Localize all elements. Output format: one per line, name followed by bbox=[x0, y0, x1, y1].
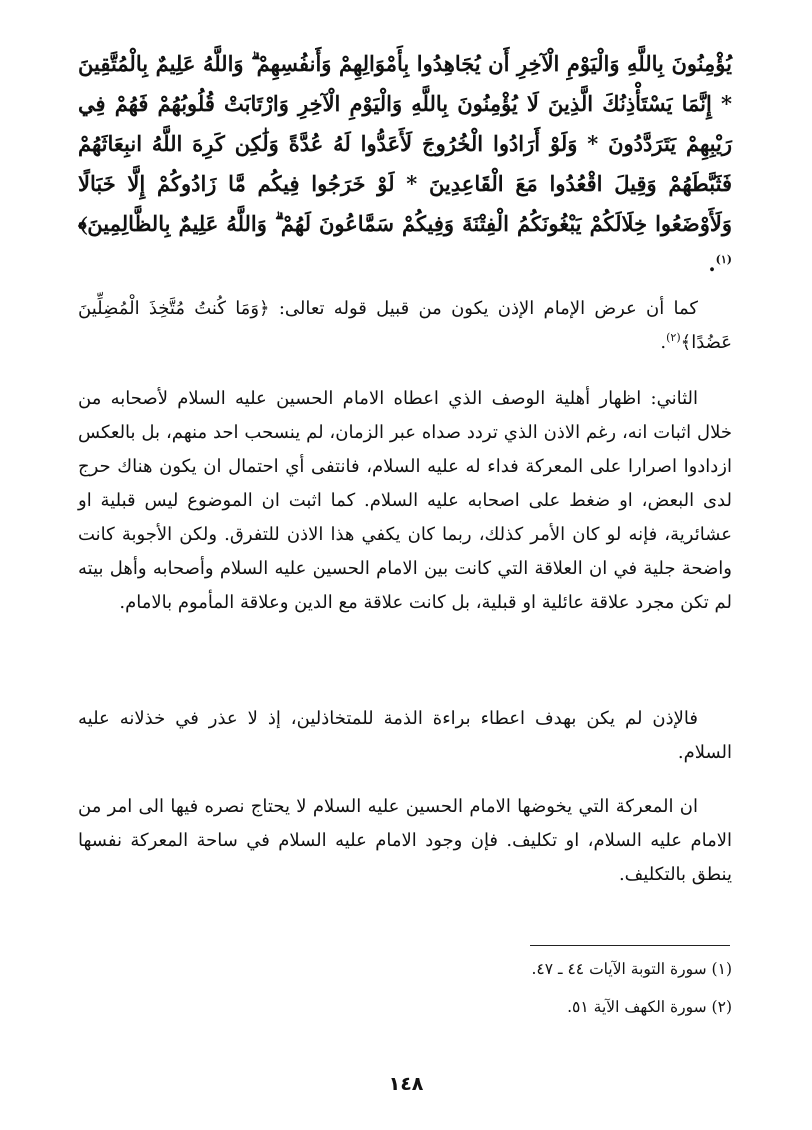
paragraph-4-text: ان المعركة التي يخوضها الامام الحسين عليه السلام لا يحتاج نصره فيها الى امر من الامام عليه السلام، او تكليف. فإن وجود الامام عليه السلام في ساحة المعركة نفسها ينطق بالتكليف. bbox=[78, 796, 732, 885]
paragraph-2-text: الثاني: اظهار أهلية الوصف الذي اعطاه الامام الحسين عليه السلام لأصحابه من خلال اثبات انه، رغم الاذن الذي تردد صداه عبر الزمان، لم ينسحب احد منهم، بل بالعكس ازدادوا اصرارا على المعركة فداء له عليه السلام، فانتفى أي احتمال ان يكون هناك حرج لدى البعض، او ضغط على اصحابه عليه السلام. كما اثبت ان الموضوع ليس قبلية او عشائرية، فإنه لو كان الأمر كذلك، ربما كان يكفي هذا الاذن للتفرق. ولكن الأجوبة كانت واضحة جلية في ان العلاقة التي كانت بين الامام الحسين عليه السلام وأصحابه وأهل بيته لم تكن مجرد علاقة عائلية او قبلية، بل كانت علاقة مع الدين وعلاقة المأموم بالامام. bbox=[78, 388, 732, 613]
paragraph-2 bbox=[78, 382, 732, 620]
page-number: ١٤٨ bbox=[388, 1073, 424, 1095]
paragraph-1-text: كما أن عرض الإمام الإذن يكون من قبيل قوله تعالى: ﴿وَمَا كُنتُ مُتَّخِذَ الْمُضِلِّينَ عَضُدًا﴾ bbox=[78, 298, 732, 353]
paragraph-1 bbox=[78, 292, 732, 360]
footnote-1: (١) سورة التوبة الآيات ٤٤ ـ ٤٧. bbox=[531, 960, 732, 978]
footnote-separator bbox=[530, 945, 730, 946]
quran-verses-text: يُؤْمِنُونَ بِاللَّهِ وَالْيَوْمِ الْآخِرِ أَن يُجَاهِدُوا بِأَمْوَالِهِمْ وَأَنفُسِهِمْ ۗ وَاللَّهُ عَلِيمٌ بِالْمُتَّقِينَ * إِنَّمَا يَسْتَأْذِنُكَ الَّذِينَ لَا يُؤْمِنُونَ بِاللَّهِ وَالْيَوْمِ الْآخِرِ وَارْتَابَتْ قُلُوبُهُمْ فَهُمْ فِي رَيْبِهِمْ يَتَرَدَّدُونَ * وَلَوْ أَرَادُوا الْخُرُوجَ لَأَعَدُّوا لَهُ عُدَّةً وَلَٰكِن كَرِهَ اللَّهُ انبِعَاثَهُمْ فَثَبَّطَهُمْ وَقِيلَ اقْعُدُوا مَعَ الْقَاعِدِينَ * لَوْ خَرَجُوا فِيكُم مَّا زَادُوكُمْ إِلَّا خَبَالًا وَلَأَوْضَعُوا خِلَالَكُمْ يَبْغُونَكُمُ الْفِتْنَةَ وَفِيكُمْ سَمَّاعُونَ لَهُمْ ۗ وَاللَّهُ عَلِيمٌ بِالظَّالِمِينَ﴾ bbox=[78, 51, 732, 236]
paragraph-3-text: فالإذن لم يكن بهدف اعطاء براءة الذمة للمتخاذلين، إذ لا عذر في خذلانه عليه السلام. bbox=[78, 708, 732, 763]
footnote-ref-2: (٢) bbox=[666, 331, 681, 344]
paragraph-3 bbox=[78, 702, 732, 770]
quran-verses bbox=[78, 44, 732, 284]
quran-verses-end: . bbox=[708, 251, 716, 276]
footnote-ref-1: (١) bbox=[715, 253, 732, 266]
paragraph-4 bbox=[78, 790, 732, 892]
paragraph-1-end: . bbox=[660, 332, 667, 353]
footnote-2: (٢) سورة الكهف الآية ٥١. bbox=[567, 998, 732, 1016]
